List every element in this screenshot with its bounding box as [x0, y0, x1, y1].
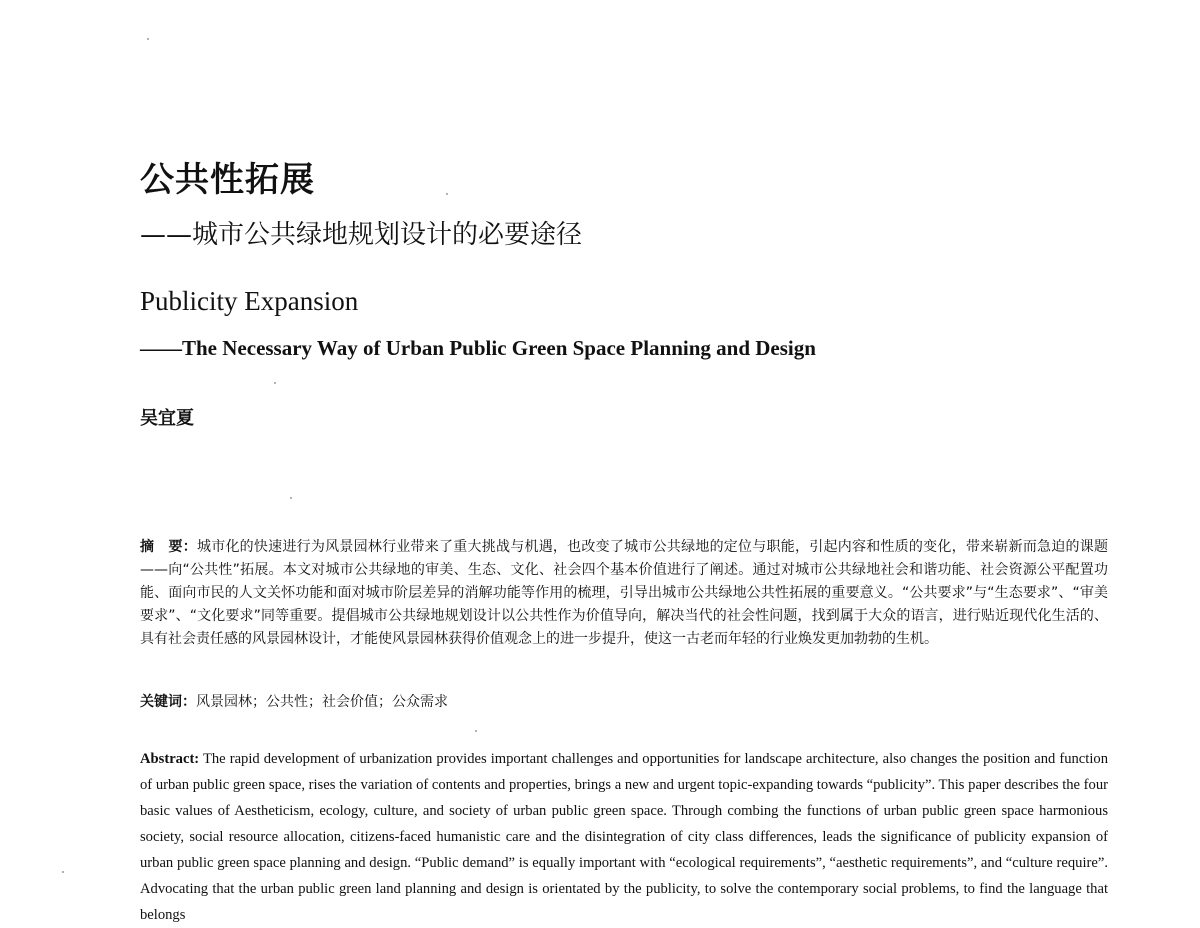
scan-speck [290, 497, 292, 499]
english-abstract [140, 746, 1108, 928]
chinese-keywords-label: 关键词： [140, 694, 196, 710]
scan-speck [274, 382, 276, 384]
chinese-abstract-label: 摘 要： [140, 539, 197, 555]
author-name: 吴宜夏 [140, 408, 194, 429]
chinese-keywords-text: 风景园林；公共性；社会价值；公众需求 [196, 694, 448, 710]
scan-speck [475, 730, 477, 732]
english-abstract-text: The rapid development of urbanization provides important challenges and opportunities for landscape architecture, also changes the position and function of urban public green space, rises the variation of contents and properties, brings a new and urgent topic-expanding towards “publicity”. This paper describes the four basic values of Aestheticism, ecology, culture, and society of urban public green space. Through combing the functions of urban public green space harmonious society, social resource allocation, citizens-faced humanistic care and the disintegration of city class differences, leads the significance of publicity expansion of urban public green space planning and design. “Public demand” is equally important with “ecological requirements”, “aesthetic requirements”, and “culture require”. Advocating that the urban public green land planning and design is orientated by the publicity, to solve the contemporary social problems, to find the language that belongs [140, 751, 1108, 923]
chinese-subtitle: ——城市公共绿地规划设计的必要途径 [140, 220, 583, 250]
english-subtitle: ——The Necessary Way of Urban Public Green Space Planning and Design [140, 336, 816, 360]
english-abstract-label: Abstract: [140, 751, 200, 767]
chinese-title: 公共性拓展 [140, 160, 315, 200]
english-title: Publicity Expansion [140, 286, 359, 316]
scan-speck [147, 38, 149, 40]
scan-speck [446, 193, 448, 195]
chinese-keywords [140, 691, 1108, 714]
scan-speck [62, 871, 64, 873]
chinese-abstract-text: 城市化的快速进行为风景园林行业带来了重大挑战与机遇，也改变了城市公共绿地的定位与职能，引起内容和性质的变化，带来崭新而急迫的课题——向“公共性”拓展。本文对城市公共绿地的审美、生态、文化、社会四个基本价值进行了阐述。通过对城市公共绿地社会和谐功能、社会资源公平配置功能、面向市民的人文关怀功能和面对城市阶层差异的消解功能等作用的梳理，引导出城市公共绿地公共性拓展的重要意义。“公共要求”与“生态要求”、“审美要求”、“文化要求”同等重要。提倡城市公共绿地规划设计以公共性作为价值导向，解决当代的社会性问题，找到属于大众的语言，进行贴近现代化生活的、具有社会责任感的风景园林设计，才能使风景园林获得价值观念上的进一步提升，使这一古老而年轻的行业焕发更加勃勃的生机。 [140, 539, 1109, 647]
chinese-abstract [140, 536, 1108, 651]
